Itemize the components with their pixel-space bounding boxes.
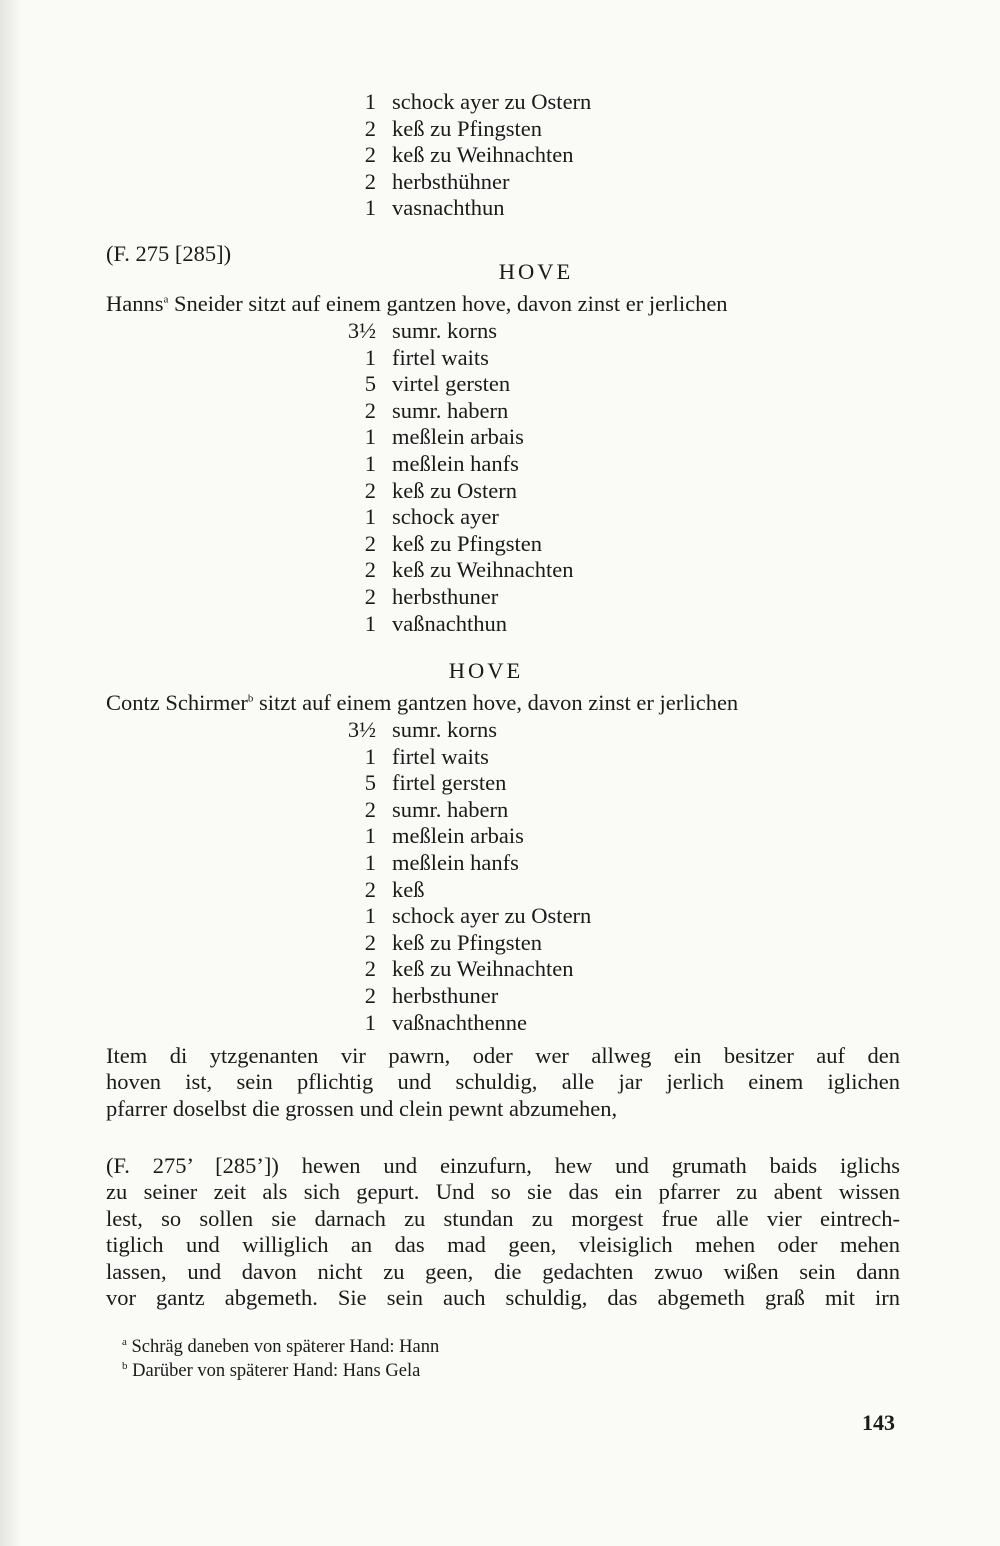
- hove-2-item: sumr. korns: [392, 717, 498, 742]
- top-list-item: vasnachthun: [392, 195, 505, 221]
- folio-reference: (F. 275 [285]): [106, 241, 232, 266]
- hove-2-qty: 2: [364, 983, 376, 1008]
- footnote-b-text: Darüber von späterer Hand: Hans Gela: [132, 1361, 421, 1381]
- hove-1-qty: 3½: [347, 318, 376, 343]
- hove-2-qty: 2: [364, 796, 376, 822]
- top-list-qty: 2: [364, 115, 376, 141]
- hove-1-qty: 2: [364, 530, 376, 556]
- top-list-item: herbsthühner: [392, 168, 510, 194]
- hove-1-item: virtel gersten: [392, 371, 511, 397]
- hove-2-item: sumr. habern: [392, 796, 509, 822]
- top-list-qty: 2: [364, 142, 376, 168]
- page-number: 143: [862, 1410, 895, 1435]
- hove-2-item: firtel gersten: [392, 770, 507, 796]
- paragraph-2-line: lassen, und davon nicht zu geen, die gedachten zwuo wißen sein dann: [106, 1258, 900, 1284]
- hove-1-item: keß zu Weihnachten: [392, 557, 574, 583]
- hove-1-item: herbsthuner: [392, 584, 499, 609]
- hove-1-qty: 5: [364, 371, 376, 397]
- hove-1-item: vaßnachthun: [392, 610, 507, 636]
- hove-1-item: schock ayer: [392, 504, 499, 530]
- footnote-b-mark: b: [122, 1359, 128, 1372]
- page-edge-shadow: [0, 0, 22, 1546]
- hove-1-qty: 1: [364, 424, 376, 450]
- footnote-marker-a: a: [163, 293, 169, 306]
- hove-2-item: meßlein hanfs: [392, 850, 519, 875]
- top-list-item: schock ayer zu Ostern: [392, 89, 592, 114]
- top-list-qty: 2: [364, 168, 376, 194]
- hove-1-qty: 1: [364, 451, 376, 476]
- hove-1-item: sumr. habern: [392, 397, 509, 423]
- footnote-b: [122, 1360, 420, 1382]
- hove-2-qty: 2: [364, 956, 376, 982]
- hove-2-item: herbsthuner: [392, 983, 499, 1008]
- hove-1-item: meßlein arbais: [392, 424, 524, 450]
- hove-1-qty: 2: [364, 397, 376, 423]
- section-heading-hove-1: HOVE: [498, 259, 574, 284]
- hove-2-qty: 1: [364, 903, 376, 929]
- hove-1-qty: 2: [364, 584, 376, 609]
- paragraph-2-line: lest, so sollen sie darnach zu stundan zu morgest frue alle vier eintrech-: [106, 1205, 900, 1231]
- paragraph-2: [106, 1153, 900, 1311]
- top-list-item: keß zu Weihnachten: [392, 142, 574, 168]
- paragraph-2-line: (F. 275’ [285’]) hewen und einzufurn, hew und grumath baids iglichs: [106, 1153, 900, 1178]
- hove-2-intro-rest: sitzt auf einem gantzen hove, davon zinst er jerlichen: [253, 690, 739, 715]
- hove-1-qty: 1: [364, 344, 376, 370]
- hove-2-item: keß zu Weihnachten: [392, 956, 574, 982]
- hove-1-qty: 2: [364, 477, 376, 503]
- hove-2-qty: 1: [364, 743, 376, 769]
- footnote-a: [122, 1336, 439, 1358]
- hove-1-item: firtel waits: [392, 344, 489, 370]
- hove-1-qty: 1: [364, 610, 376, 636]
- hove-2-qty: 1: [364, 850, 376, 875]
- hove-2-qty: 2: [364, 876, 376, 902]
- footnote-a-text: Schräg daneben von späterer Hand: Hann: [131, 1337, 440, 1357]
- hove-2-qty: 2: [364, 929, 376, 955]
- hove-1-item: sumr. korns: [392, 318, 498, 343]
- top-list-item: keß zu Pfingsten: [392, 115, 542, 141]
- hove-2-qty: 3½: [347, 717, 376, 742]
- hove-2-item: keß zu Pfingsten: [392, 929, 542, 955]
- hove-1-intro-name: Hanns: [106, 291, 164, 316]
- hove-1-item: keß zu Pfingsten: [392, 530, 542, 556]
- footnote-a-mark: a: [122, 1335, 127, 1348]
- hove-2-item: schock ayer zu Ostern: [392, 903, 592, 929]
- hove-1-qty: 2: [364, 557, 376, 583]
- top-list-qty: 1: [364, 89, 376, 114]
- footnote-marker-b: b: [247, 692, 254, 705]
- hove-1-item: keß zu Ostern: [392, 477, 517, 503]
- paragraph-2-line: tiglich und williglich an das mad geen, vleisiglich mehen oder mehen: [106, 1232, 900, 1258]
- hove-2-qty: 5: [364, 770, 376, 796]
- paragraph-1-line: Item di ytzgenanten vir pawrn, oder wer allweg ein besitzer auf den: [106, 1043, 900, 1068]
- hove-2-item: keß: [392, 876, 425, 902]
- hove-2-qty: 1: [364, 823, 376, 849]
- top-list-qty: 1: [364, 195, 376, 221]
- hove-2-item: vaßnachthenne: [392, 1009, 527, 1035]
- hove-2-item: meßlein arbais: [392, 823, 524, 849]
- hove-1-qty: 1: [364, 504, 376, 530]
- section-heading-hove-2: HOVE: [448, 658, 524, 683]
- hove-1-intro: [106, 290, 900, 317]
- paragraph-1-line: hoven ist, sein pflichtig und schuldig, alle jar jerlich einem iglichen: [106, 1069, 900, 1095]
- hove-2-intro-name: Contz Schirmer: [106, 690, 248, 715]
- hove-1-item: meßlein hanfs: [392, 451, 519, 476]
- hove-2-qty: 1: [364, 1009, 376, 1035]
- paragraph-2-line: vor gantz abgemeth. Sie sein auch schuldig, das abgemeth graß mit irn: [106, 1285, 900, 1311]
- paragraph-1-line: pfarrer doselbst die grossen und clein pewnt abzumehen,: [106, 1095, 618, 1121]
- paragraph-2-line: zu seiner zeit als sich gepurt. Und so sie das ein pfarrer zu abent wissen: [106, 1179, 900, 1205]
- hove-1-intro-rest: Sneider sitzt auf einem gantzen hove, davon zinst er jerlichen: [168, 291, 728, 316]
- hove-2-intro: [106, 689, 900, 716]
- paragraph-1: [106, 1043, 900, 1122]
- hove-2-item: firtel waits: [392, 743, 489, 769]
